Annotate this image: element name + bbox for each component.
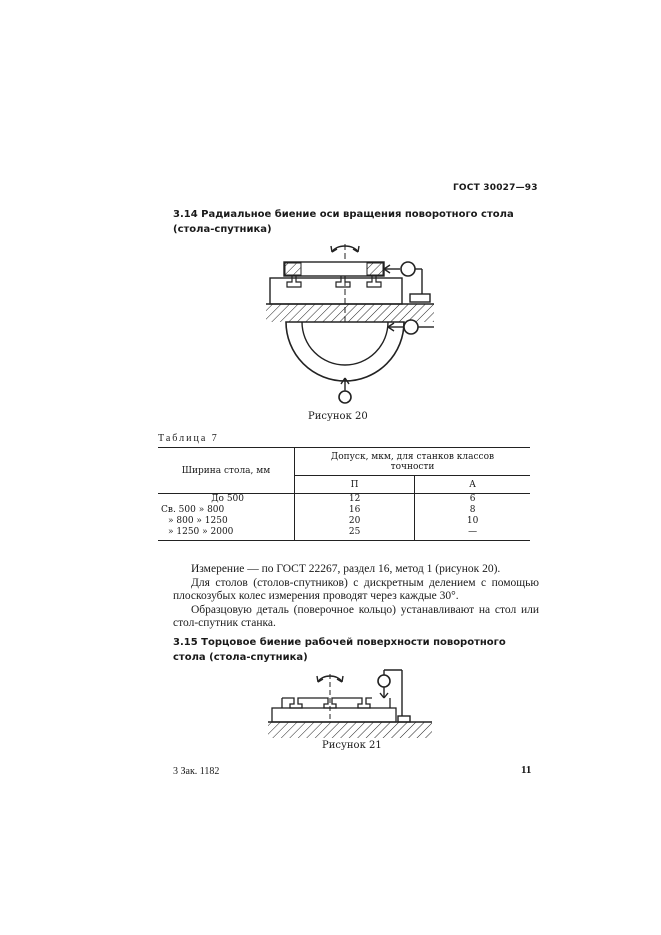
measurement-text xyxy=(173,563,539,631)
table-row-p: 16 xyxy=(295,505,415,516)
table-header-tolerance: Допуск, мкм, для станков классов точности xyxy=(295,448,531,476)
paragraph-reference-part: Образцовую деталь (поверочное кольцо) устанавливают на стол или стол-спутник станка. xyxy=(173,603,539,629)
table-header-class-a: А xyxy=(415,476,530,494)
table-row-a: 6 xyxy=(469,494,476,505)
figure-21-caption: Рисунок 21 xyxy=(322,740,382,751)
footer-order-number: 3 Зак. 1182 xyxy=(173,766,220,777)
table-7 xyxy=(158,447,530,541)
section-3-15-title: 3.15 Торцовое биение рабочей поверхности поворотного стола (стола-спутника) xyxy=(173,637,506,663)
table-row-width: Св. 500 » 800 xyxy=(158,505,295,516)
table-row-p: 25 xyxy=(295,527,415,541)
figure-20-diagram xyxy=(262,238,438,404)
table-row-a: 10 xyxy=(466,516,479,526)
paragraph-discrete-division: Для столов (столов-спутников) с дискретным делением с помощью плоскозубых колес измерения проводят через каждые 30°. xyxy=(173,576,539,602)
table-row-p: 20 xyxy=(295,516,415,527)
table-row-p: 12 xyxy=(295,494,415,505)
table-7-label: Таблица 7 xyxy=(158,433,219,444)
figure-21-diagram xyxy=(266,668,434,740)
table-header-width: Ширина стола, мм xyxy=(158,448,295,494)
table-row-width: » 1250 » 2000 xyxy=(158,527,295,541)
table-row-a: — xyxy=(415,527,530,541)
paragraph-measurement: Измерение — по ГОСТ 22267, раздел 16, метод 1 (рисунок 20). xyxy=(191,563,501,575)
table-row-width: До 500 xyxy=(158,494,295,505)
table-row-a: 8 xyxy=(469,505,476,515)
table-header-class-p: П xyxy=(295,476,415,494)
page-number: 11 xyxy=(521,764,532,776)
table-row-width: » 800 » 1250 xyxy=(158,516,295,527)
figure-20-caption: Рисунок 20 xyxy=(308,411,368,422)
document-code: ГОСТ 30027—93 xyxy=(453,183,538,193)
section-3-14-title: 3.14 Радиальное биение оси вращения поворотного стола (стола-спутника) xyxy=(173,209,514,235)
